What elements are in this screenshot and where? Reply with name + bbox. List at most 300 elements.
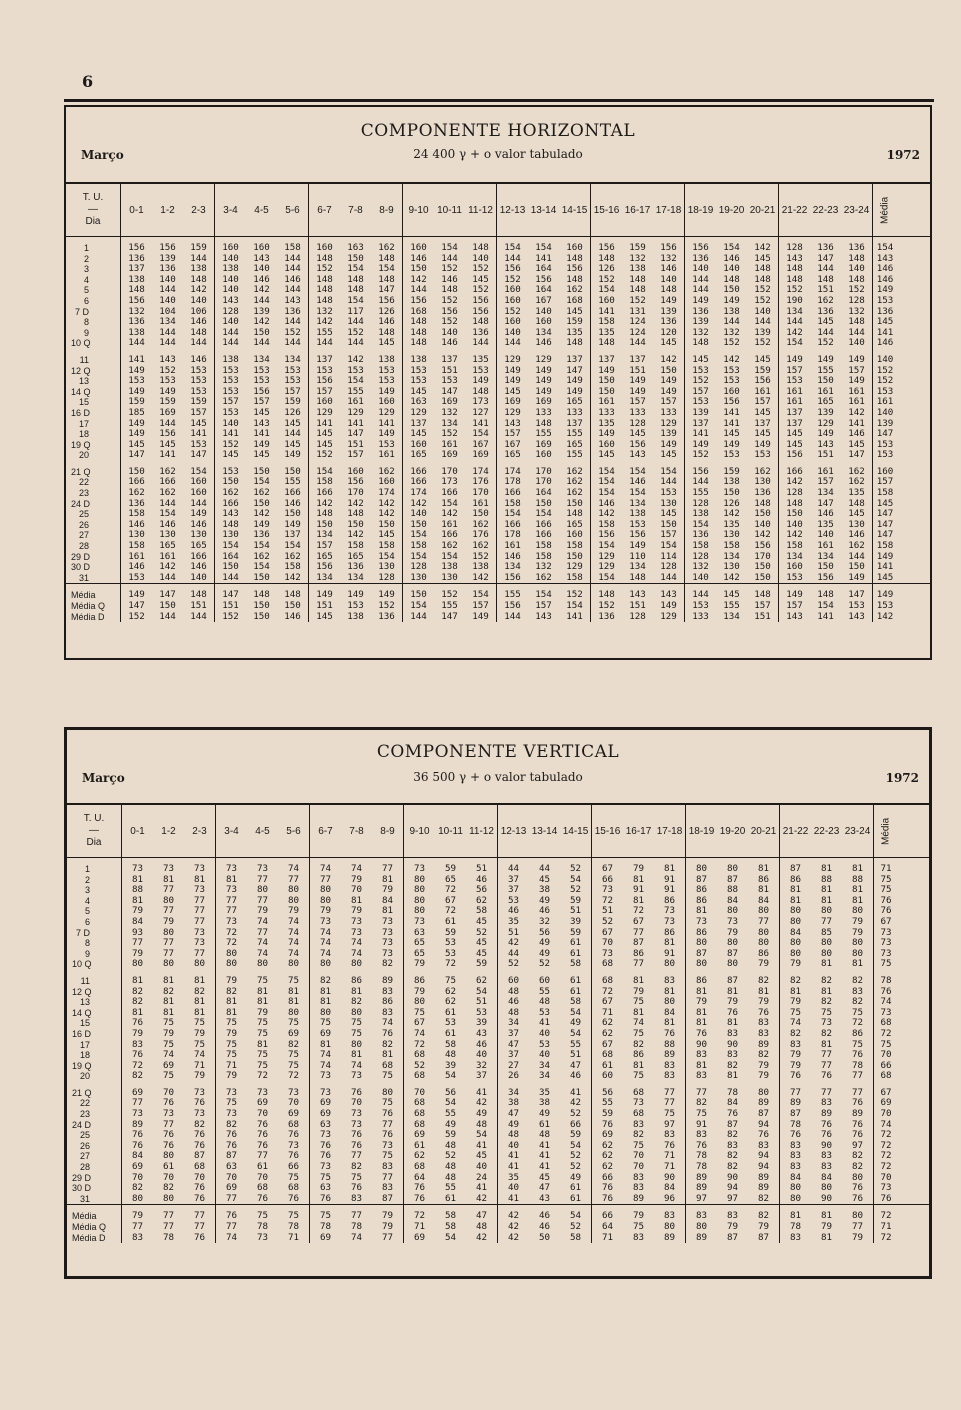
value-cell: 155 xyxy=(566,428,583,440)
value-cell: 52 xyxy=(569,1150,582,1162)
value-cell: 74 xyxy=(287,937,300,949)
value-cell: 62 xyxy=(413,1150,426,1162)
value-cell: 157 xyxy=(848,364,865,376)
value-cell: 162 xyxy=(566,476,583,488)
day-label xyxy=(67,949,121,960)
value-cell: 72 xyxy=(632,905,645,917)
value-cell: 73 xyxy=(820,1017,833,1029)
value-cell: 165 xyxy=(566,396,583,408)
value-cell: 156 xyxy=(472,305,489,317)
value-cell: 146 xyxy=(848,529,865,541)
value-cell: 134 xyxy=(629,497,646,509)
hour-group xyxy=(592,1205,686,1243)
media-column xyxy=(873,349,897,461)
day-label-text: 23 xyxy=(79,1109,90,1120)
value-cell: 140 xyxy=(410,508,427,520)
value-cell: 46 xyxy=(538,1221,551,1232)
value-cell: 174 xyxy=(504,465,521,477)
value-cell: 78 xyxy=(851,1059,864,1071)
value-cell: 158 xyxy=(598,316,615,328)
value-cell: 73 xyxy=(695,915,708,927)
value-cell: 80 xyxy=(757,905,770,917)
day-label xyxy=(66,467,120,478)
value-cell: 79 xyxy=(789,1049,802,1061)
value-cell: 51 xyxy=(601,905,614,917)
value-cell: 146 xyxy=(817,508,834,520)
hour-group-values xyxy=(309,243,402,349)
tu-header-line: T. U. xyxy=(82,192,104,203)
value-cell: 136 xyxy=(284,305,301,317)
value-cell: 129 xyxy=(347,406,364,418)
hour-header: 0-1 xyxy=(129,204,144,216)
value-cell: 49 xyxy=(538,1108,551,1120)
hour-group-values xyxy=(498,1211,591,1243)
value-row xyxy=(497,573,590,584)
value-cell: 166 xyxy=(410,476,427,488)
value-row xyxy=(592,1233,685,1244)
value-row xyxy=(591,601,684,612)
day-label xyxy=(66,317,120,328)
value-cell: 133 xyxy=(566,406,583,418)
value-cell: 144 xyxy=(159,337,176,349)
value-cell: 77 xyxy=(162,937,175,949)
day-label xyxy=(66,488,120,499)
hour-header: 16-17 xyxy=(625,825,652,837)
value-cell: 70 xyxy=(131,1171,144,1183)
value-cell: 145 xyxy=(159,438,176,450)
day-section xyxy=(67,970,929,1082)
value-row xyxy=(780,1194,873,1205)
value-row xyxy=(685,601,778,612)
value-cell: 46 xyxy=(538,1210,551,1222)
value-cell: 145 xyxy=(817,316,834,328)
value-cell: 77 xyxy=(256,1150,269,1162)
value-cell: 83 xyxy=(663,974,676,986)
value-cell: 77 xyxy=(851,1086,864,1098)
value-cell: 165 xyxy=(817,396,834,408)
value-cell: 48 xyxy=(538,996,551,1008)
value-cell: 151 xyxy=(347,438,364,450)
value-cell: 157 xyxy=(754,396,771,408)
media-value: 145 xyxy=(876,571,894,583)
value-cell: 76 xyxy=(319,1139,332,1151)
data-grid xyxy=(66,182,930,622)
value-cell: 93 xyxy=(131,926,144,938)
day-label xyxy=(66,450,120,461)
value-cell: 82 xyxy=(225,985,238,997)
value-cell: 73 xyxy=(256,1231,269,1243)
value-cell: 81 xyxy=(632,1006,645,1018)
value-cell: 166 xyxy=(504,518,521,530)
value-cell: 152 xyxy=(723,337,740,349)
value-cell: 148 xyxy=(786,263,803,275)
value-cell: 82 xyxy=(632,1129,645,1141)
day-label-text: 21 Q xyxy=(71,466,91,477)
value-cell: 148 xyxy=(754,589,771,601)
value-cell: 82 xyxy=(851,996,864,1008)
value-cell: 76 xyxy=(193,1097,206,1109)
value-row xyxy=(121,612,214,623)
value-cell: 146 xyxy=(190,353,207,365)
value-cell: 73 xyxy=(319,1129,332,1141)
value-cell: 145 xyxy=(504,385,521,397)
value-cell: 80 xyxy=(413,894,426,906)
hour-group xyxy=(779,349,873,461)
value-cell: 128 xyxy=(660,561,677,573)
day-label xyxy=(67,896,121,907)
value-cell: 47 xyxy=(507,1108,520,1120)
hour-header: 8-9 xyxy=(380,825,395,837)
value-cell: 148 xyxy=(284,589,301,601)
hour-header: 16-17 xyxy=(624,204,651,216)
value-cell: 150 xyxy=(222,476,239,488)
value-row xyxy=(215,612,308,623)
day-label-text: 2 xyxy=(83,253,89,264)
value-cell: 75 xyxy=(632,1139,645,1151)
value-cell: 150 xyxy=(472,508,489,520)
value-cell: 74 xyxy=(632,1017,645,1029)
value-cell: 41 xyxy=(538,1161,551,1173)
value-cell: 63 xyxy=(319,1118,332,1130)
hour-group-values xyxy=(779,467,872,584)
value-cell: 75 xyxy=(663,1108,676,1120)
value-cell: 42 xyxy=(569,1097,582,1109)
value-cell: 149 xyxy=(692,438,709,450)
value-cell: 75 xyxy=(256,1059,269,1071)
media-value: 154 xyxy=(876,242,894,253)
value-row xyxy=(310,1029,403,1040)
value-cell: 76 xyxy=(820,1129,833,1141)
value-cell: 152 xyxy=(754,284,771,296)
value-cell: 81 xyxy=(256,985,269,997)
value-cell: 158 xyxy=(535,550,552,562)
value-cell: 155 xyxy=(817,364,834,376)
value-cell: 146 xyxy=(598,497,615,509)
media-value: 141 xyxy=(876,326,894,338)
value-cell: 144 xyxy=(692,589,709,601)
value-cell: 73 xyxy=(193,1108,206,1120)
value-cell: 169 xyxy=(159,406,176,418)
value-cell: 75 xyxy=(162,1070,175,1082)
day-label-text: 23 xyxy=(78,488,89,499)
hour-group-header xyxy=(591,184,685,236)
value-row xyxy=(122,1029,215,1040)
value-cell: 81 xyxy=(381,905,394,917)
value-cell: 91 xyxy=(632,884,645,896)
value-cell: 81 xyxy=(820,1231,833,1243)
value-cell: 152 xyxy=(472,284,489,296)
value-cell: 74 xyxy=(256,915,269,927)
value-cell: 155 xyxy=(723,600,740,611)
value-cell: 150 xyxy=(598,375,615,387)
value-cell: 169 xyxy=(535,396,552,408)
value-cell: 80 xyxy=(789,1182,802,1194)
value-cell: 89 xyxy=(695,1182,708,1194)
day-label xyxy=(66,552,120,563)
value-cell: 145 xyxy=(566,305,583,317)
value-row xyxy=(497,338,590,349)
value-cell: 70 xyxy=(350,1097,363,1109)
value-cell: 79 xyxy=(632,1210,645,1222)
value-cell: 149 xyxy=(848,571,865,583)
value-cell: 45 xyxy=(538,873,551,885)
day-label-text: 13 xyxy=(79,997,90,1008)
value-row xyxy=(497,296,590,307)
value-cell: 153 xyxy=(284,364,301,376)
value-cell: 74 xyxy=(287,947,300,959)
value-cell: 82 xyxy=(851,1150,864,1162)
value-cell: 154 xyxy=(535,242,552,253)
value-row xyxy=(779,338,872,349)
hour-group xyxy=(685,349,779,461)
value-row xyxy=(121,601,214,612)
value-cell: 148 xyxy=(190,326,207,338)
value-cell: 82 xyxy=(193,1118,206,1130)
value-cell: 73 xyxy=(726,915,739,927)
value-cell: 145 xyxy=(723,589,740,601)
value-cell: 138 xyxy=(128,273,145,285)
value-cell: 81 xyxy=(256,1038,269,1050)
value-cell: 153 xyxy=(786,375,803,387)
value-cell: 82 xyxy=(757,1049,770,1061)
value-cell: 80 xyxy=(162,1192,175,1204)
hour-header: 21-22 xyxy=(782,825,809,837)
value-cell: 140 xyxy=(660,273,677,285)
value-cell: 74 xyxy=(413,1027,426,1039)
value-cell: 87 xyxy=(757,1108,770,1120)
value-cell: 46 xyxy=(538,905,551,917)
hour-group-header xyxy=(498,805,592,857)
value-cell: 53 xyxy=(444,947,457,959)
value-cell: 148 xyxy=(598,589,615,601)
value-cell: 154 xyxy=(253,476,270,488)
day-label xyxy=(66,328,120,339)
value-cell: 132 xyxy=(535,561,552,573)
value-cell: 132 xyxy=(629,252,646,264)
value-cell: 134 xyxy=(159,316,176,328)
value-cell: 76 xyxy=(851,1097,864,1109)
tu-header-line: Dia xyxy=(85,216,101,227)
value-cell: 152 xyxy=(316,263,333,275)
hour-group-header xyxy=(216,805,310,857)
value-cell: 147 xyxy=(128,600,145,611)
value-cell: 141 xyxy=(128,353,145,365)
value-cell: 165 xyxy=(410,449,427,461)
value-row xyxy=(309,408,402,419)
value-cell: 69 xyxy=(601,1129,614,1141)
value-cell: 138 xyxy=(190,263,207,275)
value-cell: 82 xyxy=(757,1210,770,1222)
value-cell: 54 xyxy=(444,1097,457,1109)
value-cell: 143 xyxy=(629,589,646,601)
value-cell: 147 xyxy=(159,589,176,601)
value-row xyxy=(215,355,308,366)
value-cell: 76 xyxy=(789,1070,802,1082)
value-cell: 80 xyxy=(663,996,676,1008)
value-cell: 174 xyxy=(472,465,489,477)
value-cell: 37 xyxy=(507,1049,520,1061)
value-cell: 73 xyxy=(381,926,394,938)
value-cell: 140 xyxy=(222,417,239,429)
value-cell: 75 xyxy=(820,1006,833,1018)
value-cell: 68 xyxy=(413,1070,426,1082)
value-cell: 117 xyxy=(347,305,364,317)
value-cell: 139 xyxy=(817,406,834,418)
value-cell: 81 xyxy=(193,996,206,1008)
value-cell: 149 xyxy=(284,518,301,530)
media-value: 72 xyxy=(880,1150,892,1162)
value-cell: 76 xyxy=(413,1192,426,1204)
media-value: 160 xyxy=(876,465,894,477)
value-cell: 142 xyxy=(786,476,803,488)
value-cell: 154 xyxy=(347,263,364,275)
hour-group-values xyxy=(215,467,308,584)
value-cell: 156 xyxy=(535,273,552,285)
value-cell: 152 xyxy=(848,284,865,296)
day-label xyxy=(66,573,120,584)
value-cell: 42 xyxy=(507,1231,520,1243)
value-cell: 79 xyxy=(851,915,864,927)
value-row xyxy=(216,1071,309,1082)
value-cell: 78 xyxy=(789,1118,802,1130)
hour-header: 20-21 xyxy=(750,825,777,837)
day-label-text: 11 xyxy=(79,354,89,365)
value-cell: 148 xyxy=(848,252,865,264)
value-cell: 130 xyxy=(441,571,458,583)
value-cell: 83 xyxy=(381,1161,394,1173)
value-cell: 79 xyxy=(381,884,394,896)
day-label xyxy=(67,938,121,949)
value-cell: 70 xyxy=(350,884,363,896)
value-cell: 77 xyxy=(131,1097,144,1109)
value-cell: 150 xyxy=(159,600,176,611)
hour-group-header xyxy=(404,805,498,857)
value-cell: 166 xyxy=(441,487,458,499)
value-row xyxy=(122,959,215,970)
value-cell: 68 xyxy=(287,1182,300,1194)
value-cell: 69 xyxy=(225,1182,238,1194)
value-cell: 76 xyxy=(350,1182,363,1194)
hour-group xyxy=(121,349,215,461)
value-cell: 132 xyxy=(441,406,458,418)
hour-group xyxy=(780,970,874,1082)
value-cell: 83 xyxy=(726,1049,739,1061)
value-cell: 74 xyxy=(350,937,363,949)
hour-group-values xyxy=(591,355,684,461)
value-cell: 160 xyxy=(190,487,207,499)
value-cell: 142 xyxy=(253,284,270,296)
hour-group xyxy=(121,584,215,622)
value-cell: 140 xyxy=(754,305,771,317)
hour-group-header xyxy=(309,184,403,236)
value-cell: 66 xyxy=(287,1161,300,1173)
value-cell: 153 xyxy=(222,375,239,387)
value-cell: 144 xyxy=(660,571,677,583)
day-label xyxy=(67,928,121,939)
value-cell: 49 xyxy=(569,1017,582,1029)
value-cell: 73 xyxy=(193,884,206,896)
value-cell: 81 xyxy=(757,884,770,896)
media-value: 152 xyxy=(876,375,894,387)
day-label-text: 26 xyxy=(78,519,89,530)
value-cell: 153 xyxy=(222,406,239,418)
value-cell: 156 xyxy=(347,476,364,488)
value-cell: 76 xyxy=(695,1139,708,1151)
media-value: 158 xyxy=(876,540,894,552)
value-cell: 161 xyxy=(347,396,364,408)
value-cell: 161 xyxy=(128,550,145,562)
value-cell: 157 xyxy=(692,385,709,397)
value-cell: 157 xyxy=(190,406,207,418)
value-cell: 157 xyxy=(660,529,677,541)
hour-header: 10-11 xyxy=(438,825,463,837)
value-cell: 62 xyxy=(475,894,488,906)
value-cell: 143 xyxy=(504,417,521,429)
media-column xyxy=(874,858,898,970)
value-cell: 46 xyxy=(569,1070,582,1082)
value-cell: 144 xyxy=(159,417,176,429)
value-cell: 144 xyxy=(190,610,207,622)
value-cell: 148 xyxy=(410,337,427,349)
value-cell: 132 xyxy=(128,305,145,317)
day-label-text: 28 xyxy=(79,1162,90,1173)
value-cell: 144 xyxy=(817,263,834,275)
value-row xyxy=(215,601,308,612)
value-cell: 73 xyxy=(131,863,144,874)
day-label-text: 4 xyxy=(83,274,89,285)
value-cell: 136 xyxy=(378,610,395,622)
value-cell: 43 xyxy=(538,1192,551,1204)
value-cell: 82 xyxy=(131,1070,144,1082)
value-cell: 75 xyxy=(256,974,269,986)
value-cell: 150 xyxy=(284,600,301,611)
value-cell: 62 xyxy=(601,1161,614,1173)
value-cell: 76 xyxy=(851,1049,864,1061)
value-cell: 153 xyxy=(190,438,207,450)
value-cell: 75 xyxy=(287,1049,300,1061)
value-cell: 79 xyxy=(757,1221,770,1232)
hour-group-values xyxy=(686,864,779,970)
value-cell: 73 xyxy=(663,905,676,917)
value-cell: 83 xyxy=(663,1129,676,1141)
value-cell: 158 xyxy=(535,540,552,552)
value-cell: 79 xyxy=(350,905,363,917)
value-cell: 79 xyxy=(695,996,708,1008)
value-cell: 81 xyxy=(695,1059,708,1071)
value-cell: 136 xyxy=(253,529,270,541)
value-row xyxy=(403,296,496,307)
value-cell: 149 xyxy=(253,438,270,450)
value-cell: 137 xyxy=(410,417,427,429)
value-cell: 75 xyxy=(632,996,645,1008)
value-cell: 149 xyxy=(848,353,865,365)
value-cell: 162 xyxy=(378,465,395,477)
value-cell: 76 xyxy=(757,1006,770,1018)
value-cell: 144 xyxy=(504,610,521,622)
value-cell: 78 xyxy=(256,1221,269,1232)
value-cell: 81 xyxy=(820,1210,833,1222)
hour-group xyxy=(592,858,686,970)
value-cell: 47 xyxy=(475,1210,488,1222)
hour-group-values xyxy=(121,243,214,349)
value-cell: 55 xyxy=(538,985,551,997)
value-cell: 61 xyxy=(444,915,457,927)
value-cell: 46 xyxy=(507,905,520,917)
day-label-text: 5 xyxy=(84,906,90,917)
hour-group-values xyxy=(310,976,403,1082)
value-cell: 72 xyxy=(131,1059,144,1071)
value-cell: 81 xyxy=(350,894,363,906)
